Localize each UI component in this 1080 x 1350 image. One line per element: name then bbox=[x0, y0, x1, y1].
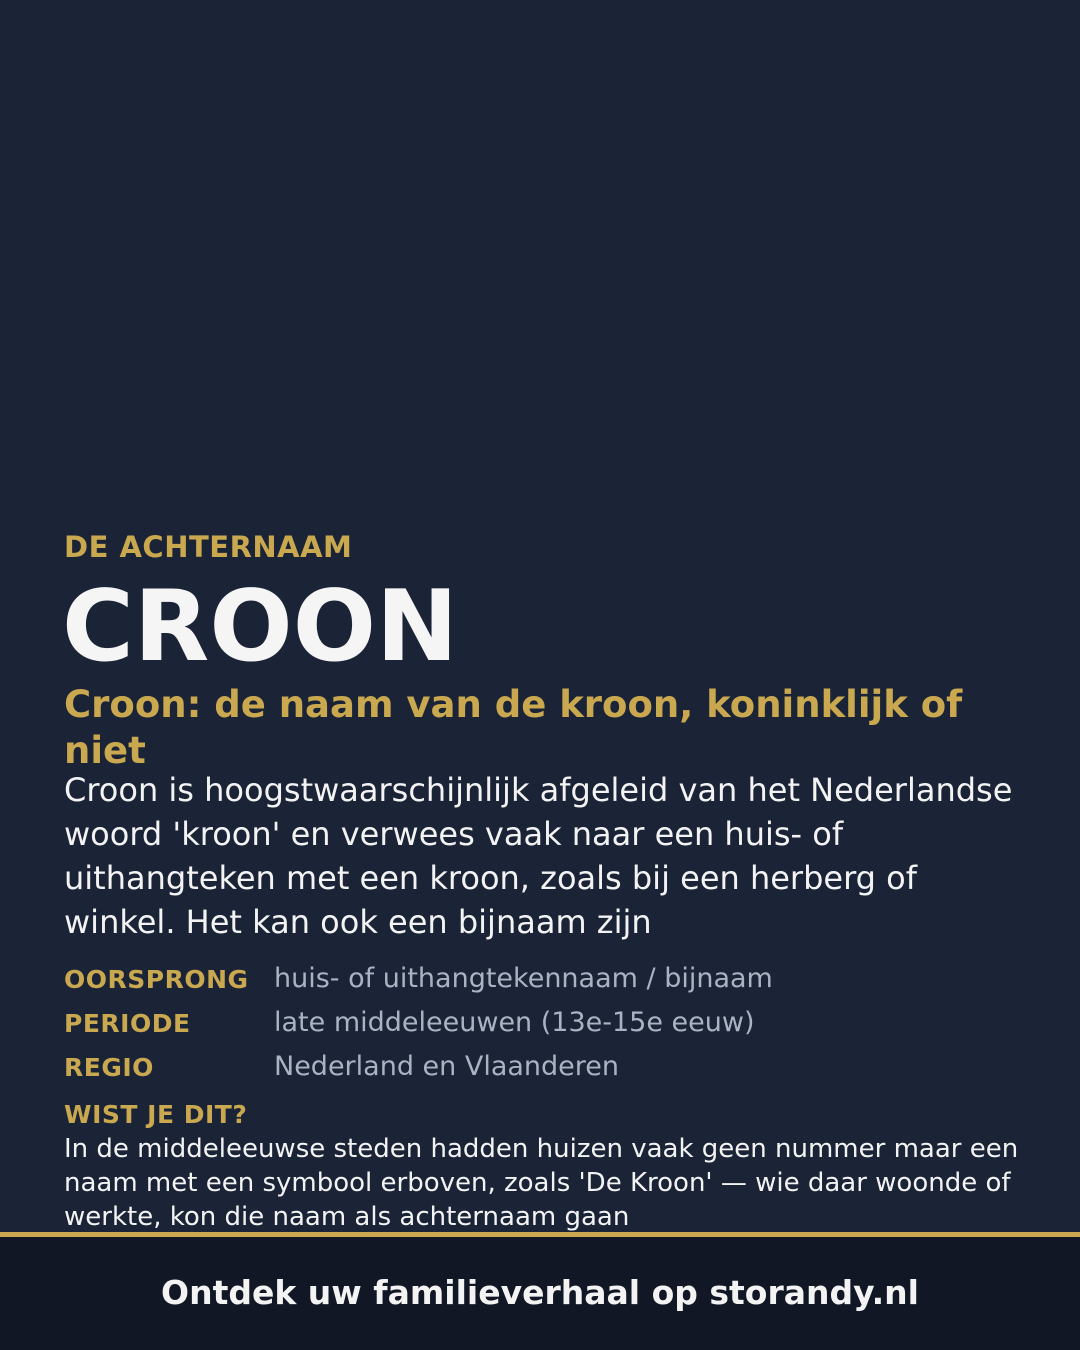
facts-list bbox=[64, 961, 1024, 1093]
footer-banner bbox=[0, 1237, 1080, 1350]
fact-value: late middeleeuwen (13e-15e eeuw) bbox=[274, 1007, 755, 1038]
eyebrow-label: DE ACHTERNAAM bbox=[64, 530, 353, 564]
did-you-know-label: WIST JE DIT? bbox=[64, 1100, 248, 1129]
fact-value: Nederland en Vlaanderen bbox=[274, 1051, 620, 1082]
surname-description: Croon is hoogstwaarschijnlijk afgeleid van het Nederlandse woord 'kroon' en verwees vaak naar een huis- of uithangteken met een kroon, zoals bij een herberg of winkel. Het kan ook een bijnaam zijn bbox=[64, 771, 1013, 941]
fact-row-period bbox=[64, 1005, 1024, 1049]
fact-label: OORSPRONG bbox=[64, 965, 249, 994]
surname-subtitle: Croon: de naam van de kroon, koninklijk of niet bbox=[64, 683, 963, 772]
fact-label: PERIODE bbox=[64, 1009, 191, 1038]
surname-title: CROON bbox=[62, 570, 459, 684]
footer-cta-text: Ontdek uw familieverhaal op storandy.nl bbox=[161, 1273, 919, 1312]
fact-label: REGIO bbox=[64, 1053, 154, 1082]
did-you-know-text: In de middeleeuwse steden hadden huizen vaak geen nummer maar een naam met een symbool erboven, zoals 'De Kroon' — wie daar woonde of werkte, kon die naam als achternaam gaan bbox=[64, 1134, 1019, 1232]
fact-value: huis- of uithangtekennaam / bijnaam bbox=[274, 963, 773, 994]
fact-row-region bbox=[64, 1049, 1024, 1093]
fact-row-origin bbox=[64, 961, 1024, 1005]
